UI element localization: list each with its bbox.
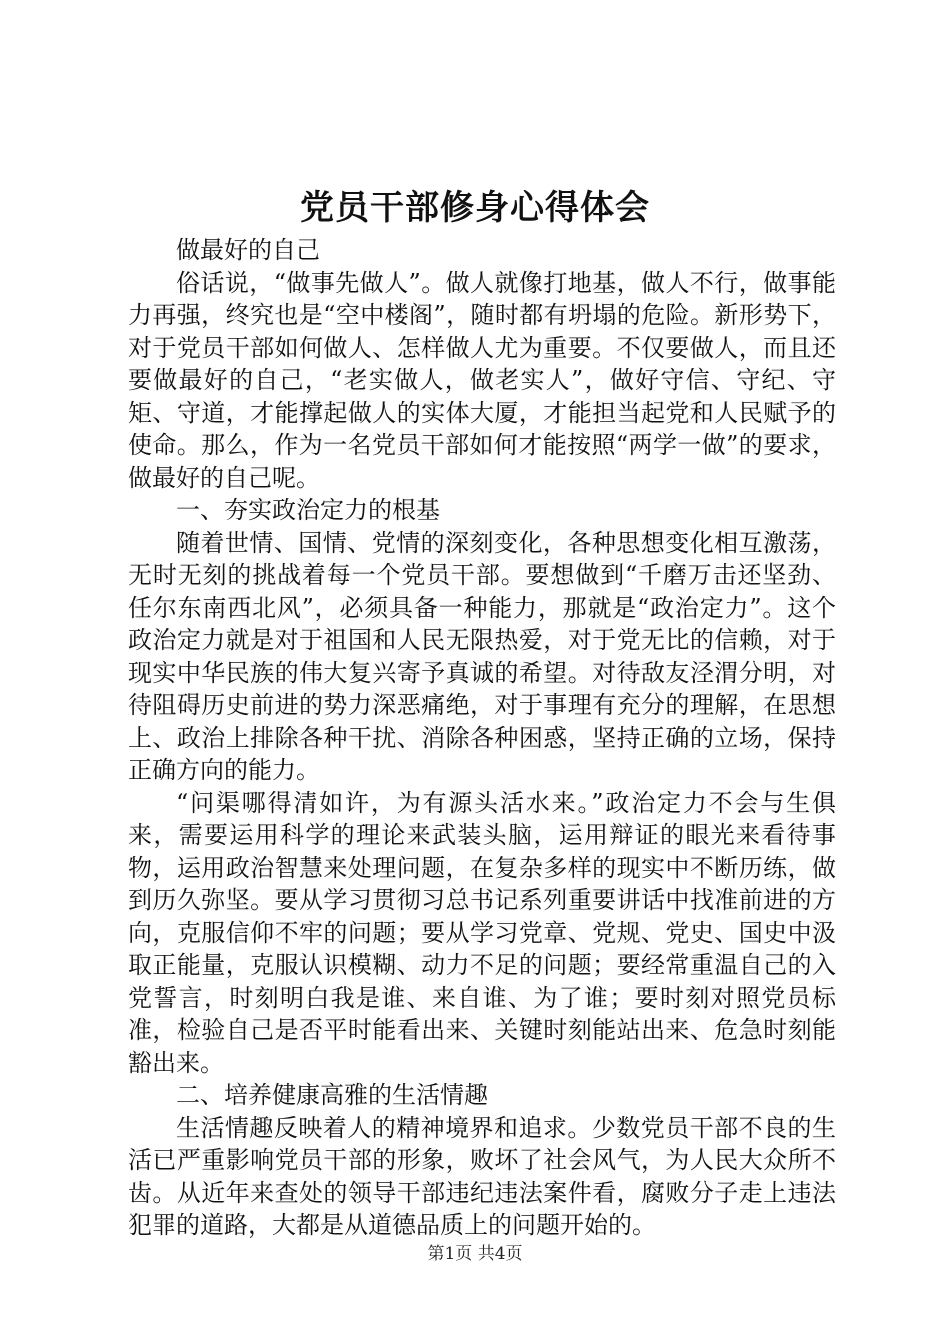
- page-number-footer: 第1页 共4页: [427, 1244, 523, 1264]
- body-paragraph: “问渠哪得清如许，为有源头活水来。”政治定力不会与生俱来，需要运用科学的理论来武装头脑，运用辩证的眼光来看待事物，运用政治智慧来处理问题，在复杂多样的现实中不断历练，做到历久弥坚。要从学习贯彻习总书记系列重要讲话中找准前进的方向，克服信仰不牢的问题；要从学习党章、党规、党史、国史中汲取正能量，克服认识模糊、动力不足的问题；要经常重温自己的入党誓言，时刻明白我是谁、来自谁、为了谁；要时刻对照党员标准，检验自己是否平时能看出来、关键时刻能站出来、危急时刻能豁出来。: [128, 788, 836, 1077]
- body-paragraph: 生活情趣反映着人的精神境界和追求。少数党员干部不良的生活已严重影响党员干部的形象，败坏了社会风气，为人民大众所不齿。从近年来查处的领导干部违纪违法案件看，腐败分子走上违法犯罪的道路，大都是从道德品质上的问题开始的。: [128, 1113, 836, 1239]
- body-paragraph: 随着世情、国情、党情的深刻变化，各种思想变化相互激荡，无时无刻的挑战着每一个党员干部。要想做到“千磨万击还坚劲、任尔东南西北风”，必须具备一种能力，那就是“政治定力”。这个政治定力就是对于祖国和人民无限热爱，对于党无比的信赖，对于现实中华民族的伟大复兴寄予真诚的希望。对待敌友泾渭分明，对待阻碍历史前进的势力深恶痛绝，对于事理有充分的理解，在思想上、政治上排除各种干扰、消除各种困惑，坚持正确的立场，保持正确方向的能力。: [128, 528, 836, 784]
- section-heading-1: 一、夯实政治定力的根基: [176, 496, 440, 524]
- section-heading-2: 二、培养健康高雅的生活情趣: [176, 1081, 488, 1109]
- document-body: [128, 234, 836, 1242]
- intro-paragraph: 俗话说，“做事先做人”。做人就像打地基，做人不行，做事能力再强，终究也是“空中楼阁”，随时都有坍塌的危险。新形势下，对于党员干部如何做人、怎样做人尤为重要。不仅要做人，而且还要做最好的自己，“老实做人，做老实人”，做好守信、守纪、守矩、守道，才能撑起做人的实体大厦，才能担当起党和人民赋予的使命。那么，作为一名党员干部如何才能按照“两学一做”的要求，做最好的自己呢。: [128, 268, 836, 492]
- subtitle-paragraph: 做最好的自己: [176, 236, 320, 264]
- document-title: 党员干部修身心得体会: [300, 188, 650, 228]
